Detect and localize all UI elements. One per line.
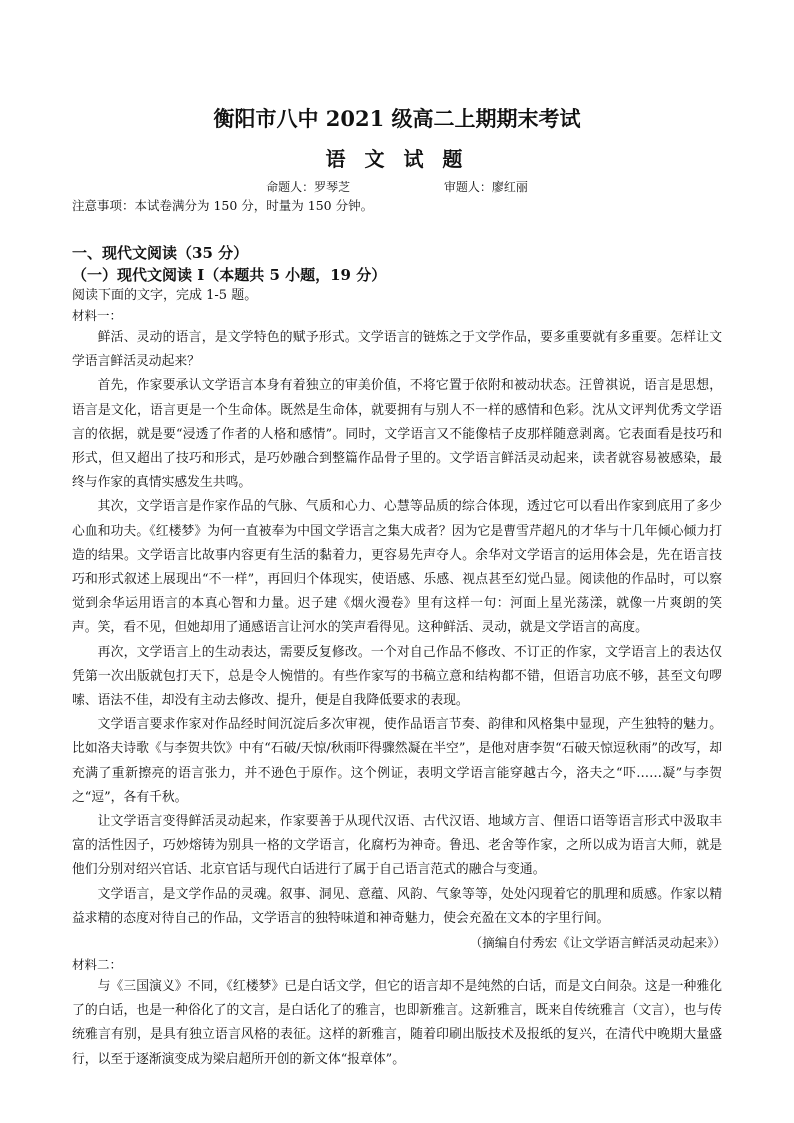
exam-title: 衡阳市八中 2021 级高二上期期末考试 <box>213 106 581 131</box>
subsection-heading: （一）现代文阅读 I（本题共 5 小题，19 分） <box>72 266 387 284</box>
material-one-paragraph: 再次，文学语言上的生动表达，需要反复修改。一个对自己作品不修改、不订正的作家，文学语言上的表达仅凭第一次出版就包打天下，总是令人惋惜的。有些作家写的书稿立意和结构都不错，但语言功底不够，甚至文句啰嗦、语法不佳，却没有主动去修改、提升，便是自我降低要求的表现。 <box>72 644 722 709</box>
material-one-paragraph: 鲜活、灵动的语言，是文学特色的赋予形式。文学语言的链炼之于文学作品，要多重要就有多重要。怎样让文学语言鲜活灵动起来？ <box>72 330 722 370</box>
material-one-paragraph: 文学语言，是文学作品的灵魂。叙事、洞见、意蕴、风韵、气象等等，处处闪现着它的肌理和质感。作家以精益求精的态度对待自己的作品，文学语言的独特味道和神奇魅力，使会充盈在文本的字里行间。 <box>72 886 722 926</box>
author-line <box>72 178 722 196</box>
reviewer: 审题人：廖红丽 <box>443 180 528 194</box>
material-one-paragraph: 首先，作家要承认文学语言本身有着独立的审美价值，不将它置于依附和被动状态。汪曾祺说，语言是思想，语言是文化，语言更是一个生命体。既然是生命体，就要拥有与别人不一样的感情和色彩。沈从文评判优秀文学语言的依据，就是要“浸透了作者的人格和感情”。同时，文学语言又不能像桔子皮那样随意剥离。它表面看是技巧和形式，但又超出了技巧和形式，是巧妙融合到整篇作品骨子里的。文学语言鲜活灵动起来，读者就容易被感染，最终与作家的真情实感发生共鸣。 <box>72 378 722 491</box>
material-one-paragraph: 让文学语言变得鲜活灵动起来，作家要善于从现代汉语、古代汉语、地域方言、俚语口语等语言形式中汲取丰富的活性因子，巧妙熔铸为别具一格的文学语言，化腐朽为神奇。鲁迅、老舍等作家，之所以成为语言大师，就是他们分别对绍兴官话、北京官话与现代白话进行了属于自己语言范式的融合与变通。 <box>72 814 722 878</box>
material-two-paragraph: 与《三国演义》不同，《红楼梦》已是白话文学，但它的语言却不是纯然的白话，而是文白间杂。这是一种雅化了的白话，也是一种俗化了的文言，是白话化了的雅言，也即新雅言。这新雅言，既来自传统雅言（文言），也与传统雅言有别，是具有独立语言风格的表征。这样的新雅言，随着印刷出版技术及报纸的复兴，在清代中晚期大量盛行，以至于逐渐演变成为梁启超所开创的新文体“报章体”。 <box>72 979 722 1067</box>
section-heading: 一、现代文阅读（35 分） <box>72 244 249 262</box>
exam-notice: 注意事项：本试卷满分为 150 分，时量为 150 分钟。 <box>72 198 374 213</box>
material-two-label: 材料二： <box>72 957 123 973</box>
material-one-paragraph: 文学语言要求作家对作品经时间沉淀后多次审视，使作品语言节奏、韵律和风格集中显现，产生独特的魅力。比如洛夫诗歌《与李贺共饮》中有“石破/天惊/秋雨吓得骤然凝在半空”，是他对唐李贺“石破天惊逗秋雨”的改写，却充满了重新擦亮的语言张力，并不逊色于原作。这个例证，表明文学语言能穿越古今，洛夫之“吓……凝”与李贺之“逗”，各有千秋。 <box>72 717 722 805</box>
material-one-paragraph: 其次，文学语言是作家作品的气脉、气质和心力、心慧等品质的综合体现，透过它可以看出作家到底用了多少心血和功夫。《红楼梦》为何一直被奉为中国文学语言之集大成者？因为它是曹雪芹超凡的才华与十几年倾心倾力打造的结果。文学语言比故事内容更有生活的黏着力，更容易先声夺人。余华对文学语言的运用体会是，先在语言技巧和形式叙述上展现出“不一样”，再回归个体现实，使语感、乐感、视点甚至幻觉凸显。阅读他的作品时，可以察觉到余华运用语言的本真心智和力量。迟子建《烟火漫卷》里有这样一句：河面上星光荡漾，就像一片爽朗的笑声。笑，看不见，但她却用了通感语言让河水的笑声看得见。这种鲜活、灵动，就是文学语言的高度。 <box>72 499 722 636</box>
reading-instruction: 阅读下面的文字，完成 1-5 题。 <box>72 288 258 303</box>
exam-subtitle: 语 文 试 题 <box>325 147 469 171</box>
material-one-label: 材料一： <box>72 308 123 323</box>
material-one-source: （摘编自付秀宏《让文学语言鲜活灵动起来》） <box>469 935 726 951</box>
author: 命题人：罗琴芝 <box>266 180 351 194</box>
